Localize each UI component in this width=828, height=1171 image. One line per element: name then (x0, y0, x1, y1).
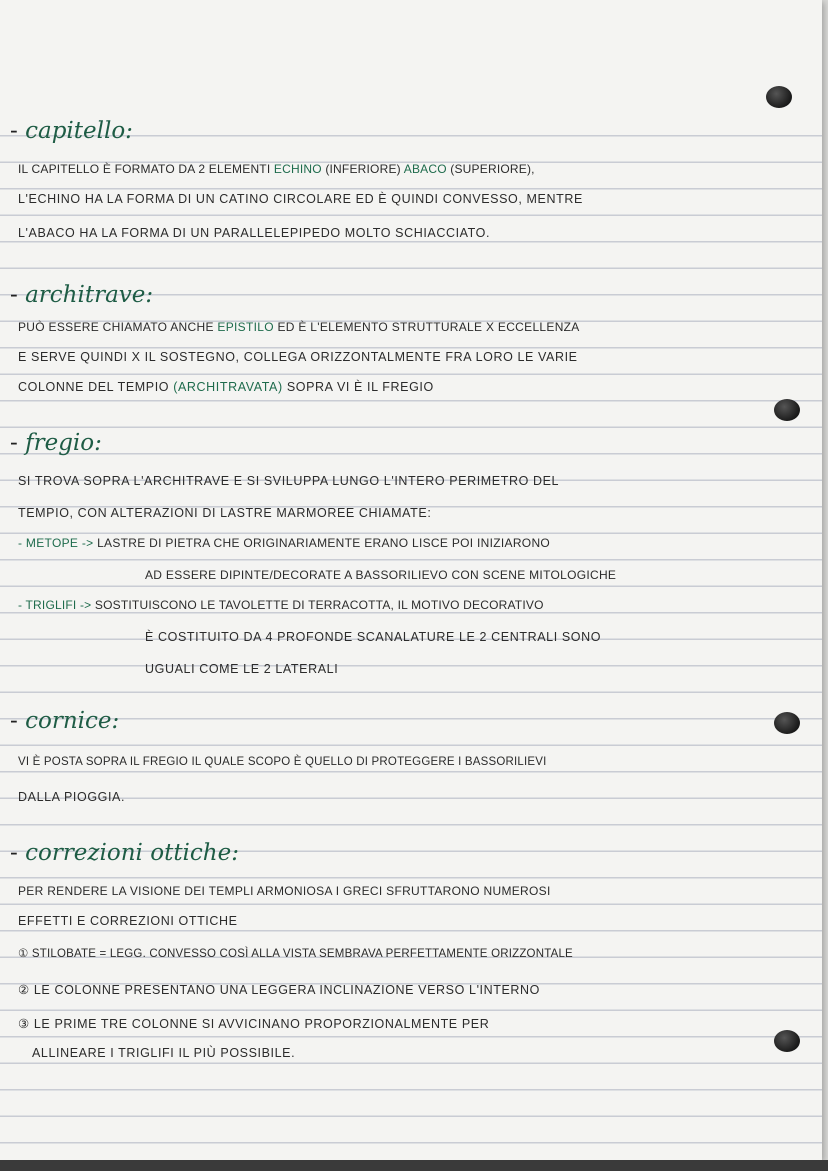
note-line: COLONNE DEL TEMPIO (ARCHITRAVATA) SOPRA VI È IL FREGIO (18, 380, 434, 394)
note-line: SI TROVA SOPRA L'ARCHITRAVE E SI SVILUPPA LUNGO L'INTERO PERIMETRO DEL (18, 474, 560, 488)
binder-hole (774, 712, 800, 734)
page-header-margin (0, 0, 822, 110)
binder-hole (766, 86, 792, 108)
note-line: TEMPIO, CON ALTERAZIONI DI LASTRE MARMOREE CHIAMATE: (18, 506, 432, 520)
note-line: ① STILOBATE = LEGG. CONVESSO COSÌ ALLA VISTA SEMBRAVA PERFETTAMENTE ORIZZONTALE (18, 948, 573, 960)
heading-fregio: - fregio: (10, 430, 102, 456)
note-line: ③ LE PRIME TRE COLONNE SI AVVICINANO PROPORZIONALMENTE PER (18, 1017, 490, 1031)
note-line: - TRIGLIFI -> SOSTITUISCONO LE TAVOLETTE DI TERRACOTTA, IL MOTIVO DECORATIVO (18, 598, 544, 612)
note-line: - METOPE -> LASTRE DI PIETRA CHE ORIGINARIAMENTE ERANO LISCE POI INIZIARONO (18, 536, 551, 550)
note-line: L'ABACO HA LA FORMA DI UN PARALLELEPIPEDO MOLTO SCHIACCIATO. (18, 226, 491, 240)
note-line: PUÒ ESSERE CHIAMATO ANCHE EPISTILO ED È L'ELEMENTO STRUTTURALE X ECCELLENZA (18, 320, 580, 334)
note-line: IL CAPITELLO È FORMATO DA 2 ELEMENTI ECHINO (INFERIORE) ABACO (SUPERIORE), (18, 162, 535, 176)
binder-hole (774, 1030, 800, 1052)
heading-capitello: - capitello: (10, 118, 133, 144)
note-line: E SERVE QUINDI X IL SOSTEGNO, COLLEGA ORIZZONTALMENTE FRA LORO LE VARIE (18, 350, 578, 364)
note-line: VI È POSTA SOPRA IL FREGIO IL QUALE SCOPO È QUELLO DI PROTEGGERE I BASSORILIEVI (18, 756, 547, 768)
note-line: DALLA PIOGGIA. (18, 790, 126, 804)
note-line: È COSTITUITO DA 4 PROFONDE SCANALATURE LE 2 CENTRALI SONO (145, 630, 602, 644)
note-line: ② LE COLONNE PRESENTANO UNA LEGGERA INCLINAZIONE VERSO L'INTERNO (18, 983, 541, 997)
heading-correzioni-ottiche: - correzioni ottiche: (10, 840, 239, 866)
heading-architrave: - architrave: (10, 282, 154, 308)
note-line: EFFETTI E CORREZIONI OTTICHE (18, 914, 238, 928)
note-line: ALLINEARE I TRIGLIFI IL PIÙ POSSIBILE. (32, 1046, 296, 1060)
binder-hole (774, 399, 800, 421)
note-line: AD ESSERE DIPINTE/DECORATE A BASSORILIEVO CON SCENE MITOLOGICHE (145, 568, 617, 582)
note-line: UGUALI COME LE 2 LATERALI (145, 662, 339, 676)
heading-cornice: - cornice: (10, 708, 120, 734)
desk-edge (0, 1160, 828, 1171)
note-line: PER RENDERE LA VISIONE DEI TEMPLI ARMONIOSA I GRECI SFRUTTARONO NUMEROSI (18, 884, 551, 898)
note-line: L'ECHINO HA LA FORMA DI UN CATINO CIRCOLARE ED È QUINDI CONVESSO, MENTRE (18, 192, 583, 206)
